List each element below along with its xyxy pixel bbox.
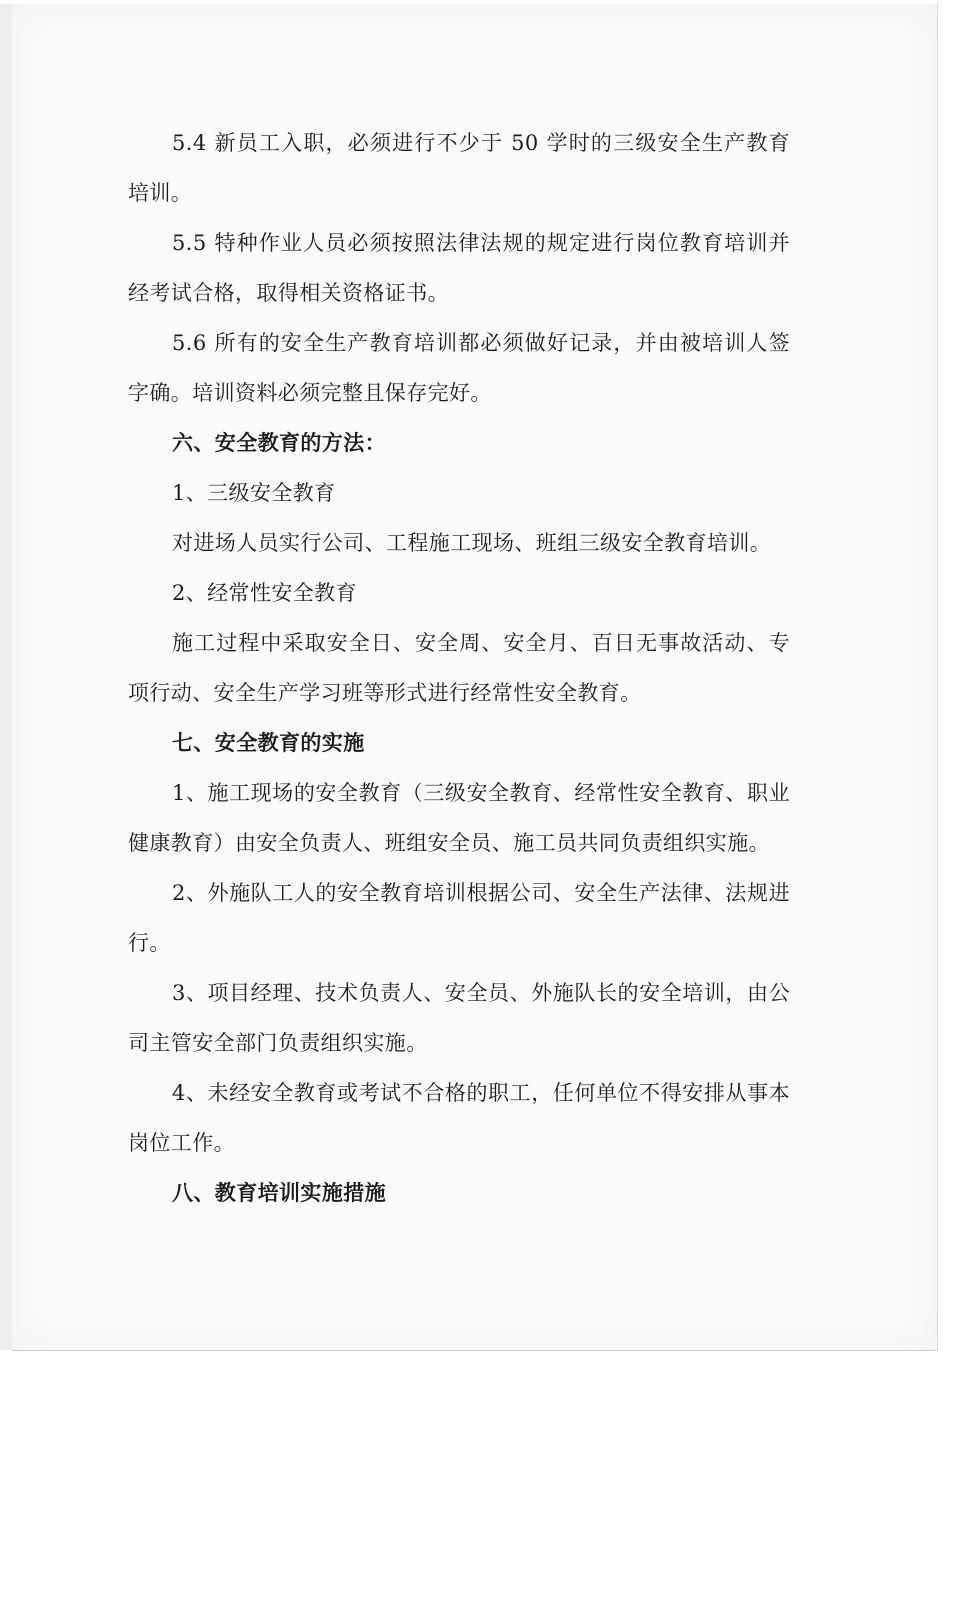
paragraph-regular-education: 施工过程中采取安全日、安全周、安全月、百日无事故活动、专项行动、安全生产学习班等形式进行经常性安全教育。 [128,631,790,705]
paragraph-three-level-education: 对进场人员实行公司、工程施工现场、班组三级安全教育培训。 [172,531,772,555]
section-heading-7: 七、安全教育的实施 [172,730,365,755]
paragraph-5-4: 5.4 新员工入职，必须进行不少于 50 学时的三级安全生产教育培训。 [128,131,790,205]
paragraph-implementation-3: 3、项目经理、技术负责人、安全员、外施队长的安全培训，由公司主管安全部门负责组织实施。 [128,981,790,1055]
subheading-three-level-education: 1、三级安全教育 [172,481,336,505]
section-heading-8: 八、教育培训实施措施 [172,1180,386,1205]
document-body [128,118,790,1218]
paragraph-5-6: 5.6 所有的安全生产教育培训都必须做好记录，并由被培训人签字确。培训资料必须完整且保存完好。 [128,331,790,405]
paragraph-implementation-2: 2、外施队工人的安全教育培训根据公司、安全生产法律、法规进行。 [128,881,790,955]
subheading-regular-education: 2、经常性安全教育 [172,581,357,605]
paragraph-implementation-4: 4、未经安全教育或考试不合格的职工，任何单位不得安排从事本岗位工作。 [128,1081,790,1155]
section-heading-6: 六、安全教育的方法： [172,430,386,455]
paragraph-implementation-1: 1、施工现场的安全教育（三级安全教育、经常性安全教育、职业健康教育）由安全负责人、班组安全员、施工员共同负责组织实施。 [128,781,790,855]
paper-edge [0,4,12,1350]
paragraph-5-5: 5.5 特种作业人员必须按照法律法规的规定进行岗位教育培训并经考试合格，取得相关资格证书。 [128,231,790,305]
